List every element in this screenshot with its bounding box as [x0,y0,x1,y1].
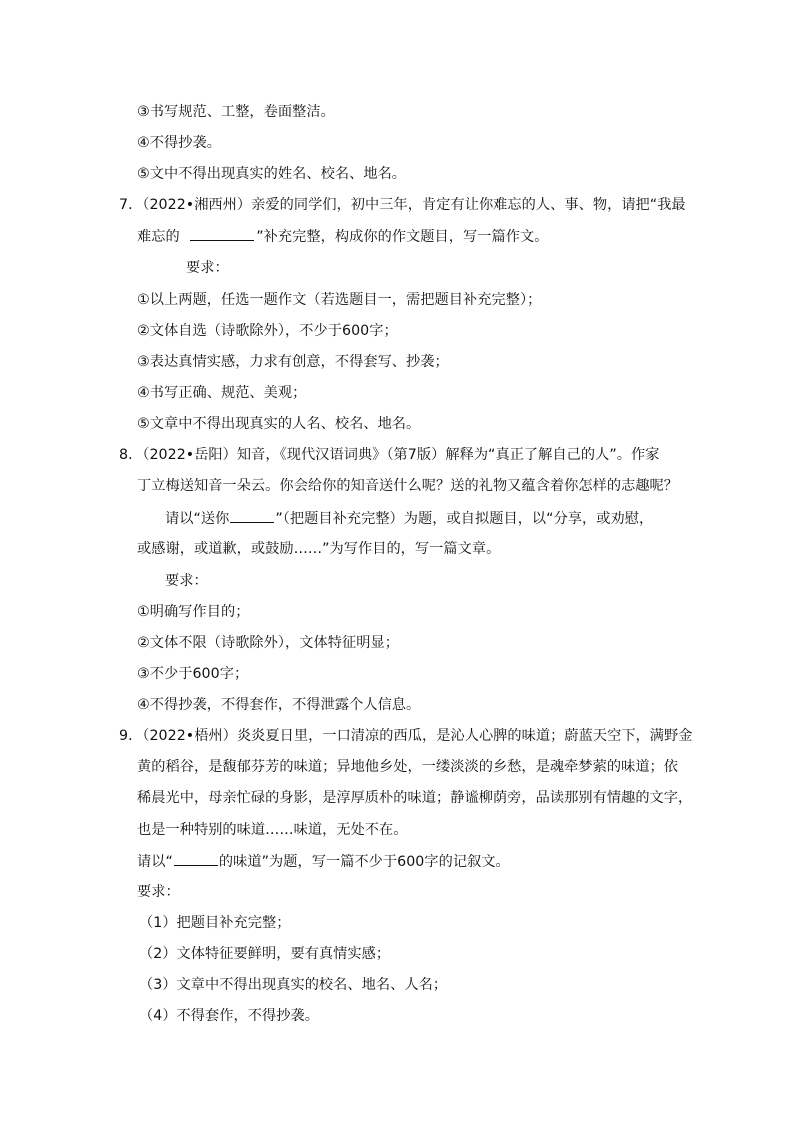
q7-prompt-line-1 [119,195,686,215]
q7-title-blank [190,226,254,241]
q6-requirement-4: ④不得抄袭。 [137,135,221,151]
q8-text-3a: 请以“送你 [165,511,230,527]
q9-prompt-line-4: 也是一种特别的味道……味道，无处不在。 [137,822,408,838]
q7-requirement-3: ③表达真情实感，力求有创意，不得套写、抄袭； [137,354,449,370]
q7-requirements-label: 要求： [186,260,229,276]
q9-prompt-line-1 [119,726,693,746]
q8-requirements-label: 要求： [165,573,208,589]
q9-requirements-label: 要求： [137,884,180,900]
q8-requirement-3: ③不少于600字； [137,666,249,682]
q8-title-blank [230,508,274,523]
q6-requirement-3: ③书写规范、工整，卷面整洁。 [137,104,335,120]
q7-number: 7． [119,197,143,213]
q7-prompt-line-2 [137,226,548,247]
q8-prompt-line-3 [165,508,653,529]
q8-prompt-line-4: 或感谢，或道歉，或鼓励……”为写作目的，写一篇文章。 [137,541,501,557]
q9-text-5a: 请以“ [137,854,173,870]
q8-prompt-line-1 [119,445,659,465]
q9-prompt-line-2: 黄的稻谷，是馥郁芬芳的味道；异地他乡处，一缕淡淡的乡愁，是魂牵梦萦的味道；依 [137,759,679,775]
q9-number: 9． [119,728,143,744]
q8-requirement-2: ②文体不限（诗歌除外），文体特征明显； [137,635,399,651]
q9-text-1: （2022•梧州）炎炎夏日里，一口清凉的西瓜，是沁人心脾的味道；蔚蓝天空下，满野金 [142,728,693,744]
q9-prompt-line-5 [137,851,510,872]
q8-number: 8． [119,447,143,463]
q7-text-2a: 难忘的 [137,229,180,245]
q9-requirement-3: （3）文章中不得出现真实的校名、地名、人名； [139,977,448,993]
q7-requirement-2: ②文体自选（诗歌除外），不少于600字； [137,323,398,339]
q8-text-1: （2022•岳阳）知音，《现代汉语词典》（第7版）解释为“真正了解自己的人”。作家 [142,447,660,463]
q8-requirement-1: ①明确写作目的； [137,604,250,620]
q9-requirement-2: （2）文体特征要鲜明，要有真情实感； [139,946,391,962]
q9-title-blank [174,851,218,866]
q9-text-5b: 的味道”为题，写一篇不少于600字的记叙文。 [218,854,510,870]
q7-text-1: （2022•湘西州）亲爱的同学们，初中三年，肯定有让你难忘的人、事、物，请把“我最 [142,197,686,213]
q7-requirement-4: ④书写正确、规范、美观； [137,385,307,401]
q6-requirement-5: ⑤文中不得出现真实的姓名、校名、地名。 [137,166,407,182]
q9-requirement-1: （1）把题目补充完整； [139,915,291,931]
q7-requirement-5: ⑤文章中不得出现真实的人名、校名、地名。 [137,416,421,432]
q9-requirement-4: （4）不得套作，不得抄袭。 [139,1008,319,1024]
q8-requirement-4: ④不得抄袭，不得套作，不得泄露个人信息。 [137,697,421,713]
q8-text-3b: ”（把题目补充完整）为题，或自拟题目，以“分享，或劝慰， [275,511,654,527]
q8-prompt-line-2: 丁立梅送知音一朵云。你会给你的知音送什么呢？送的礼物又蕴含着你怎样的志趣呢？ [137,478,679,494]
q7-requirement-1: ①以上两题，任选一题作文（若选题目一，需把题目补充完整）； [137,292,542,308]
q9-prompt-line-3: 稀晨光中，母亲忙碌的身影，是淳厚质朴的味道；静谧柳荫旁，品读那别有情趣的文字， [137,790,693,806]
q7-text-2b: ”补充完整，构成你的作文题目，写一篇作文。 [256,229,549,245]
